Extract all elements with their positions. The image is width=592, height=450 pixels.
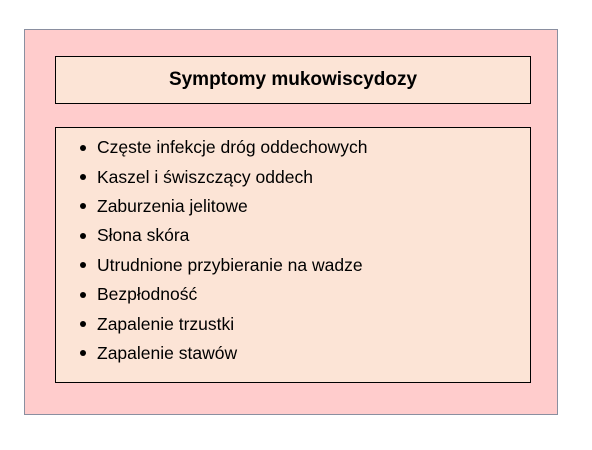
list-item — [80, 251, 367, 280]
list-item — [80, 162, 367, 191]
bullet-icon — [80, 321, 86, 327]
list-item — [80, 192, 367, 221]
diagram-title: Symptomy mukowiscydozy — [168, 69, 418, 90]
diagram-panel — [24, 29, 558, 415]
bullet-icon — [80, 233, 86, 239]
list-item — [80, 309, 367, 338]
symptom-label: Kaszel i świszczący oddech — [97, 166, 313, 187]
bullet-icon — [80, 292, 86, 298]
symptom-label: Słona skóra — [97, 225, 190, 246]
list-item — [80, 133, 367, 162]
symptom-label: Bezpłodność — [97, 284, 198, 305]
symptom-label: Zaburzenia jelitowe — [97, 195, 248, 216]
list-item — [80, 221, 367, 250]
bullet-icon — [80, 262, 86, 268]
list-item — [80, 339, 367, 368]
symptom-list-box — [55, 127, 531, 383]
bullet-icon — [80, 174, 86, 180]
symptom-label: Częste infekcje dróg oddechowych — [97, 137, 368, 158]
title-box — [55, 56, 531, 104]
bullet-icon — [80, 145, 86, 151]
list-item — [80, 280, 367, 309]
symptom-label: Zapalenie stawów — [97, 342, 238, 363]
bullet-icon — [80, 203, 86, 209]
bullet-icon — [80, 350, 86, 356]
symptom-list — [80, 133, 367, 368]
symptom-label: Utrudnione przybieranie na wadze — [97, 254, 363, 275]
symptom-label: Zapalenie trzustki — [97, 313, 235, 334]
